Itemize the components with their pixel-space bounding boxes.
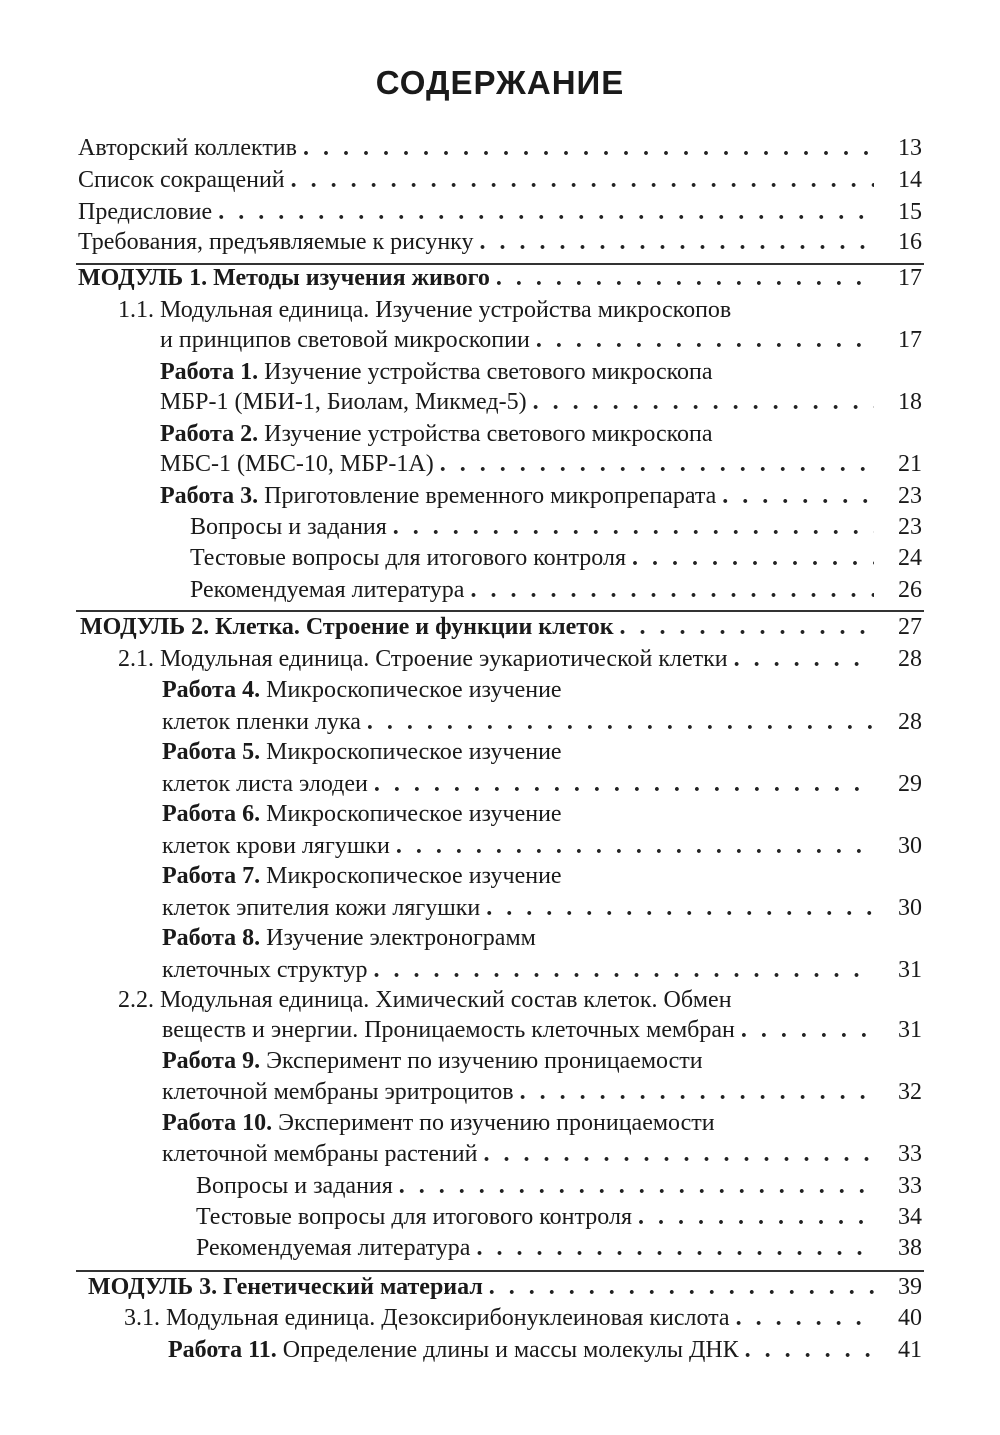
toc-entry[interactable] — [168, 1334, 922, 1366]
work-label: Работа 4. — [162, 677, 261, 703]
toc-page-number: 24 — [898, 545, 922, 571]
toc-entry[interactable] — [162, 954, 922, 986]
toc-entry-text: 1.1. Модульная единица. Изучение устройства микроскопов — [118, 297, 732, 323]
toc-entry-text: клеток листа элодеи — [162, 771, 368, 797]
toc-page-number: 34 — [898, 1204, 922, 1230]
toc-entry-text: Предисловие — [78, 199, 213, 225]
toc-page-number: 28 — [898, 709, 922, 735]
toc-module-entry[interactable] — [78, 262, 922, 294]
work-title: Микроскопическое изучение — [266, 801, 562, 827]
toc-page-number: 15 — [898, 199, 922, 225]
work-label: Работа 3. — [160, 483, 259, 509]
toc-page-number: 26 — [898, 577, 922, 603]
leader-dots — [367, 706, 874, 738]
toc-page-number: 29 — [898, 771, 922, 797]
work-title: Эксперимент по изучению проницаемости — [278, 1110, 715, 1136]
toc-entry-text: МОДУЛЬ 1. Методы изучения живого — [78, 265, 490, 291]
toc-entry[interactable] — [162, 674, 922, 706]
toc-page-number: 31 — [898, 957, 922, 983]
work-label: Работа 7. — [162, 863, 261, 889]
toc-entry[interactable] — [162, 1138, 922, 1170]
toc-entry-text — [160, 418, 713, 450]
leader-dots — [374, 954, 874, 986]
toc-entry[interactable] — [196, 1170, 922, 1202]
toc-entry[interactable] — [162, 1076, 922, 1108]
toc-page-number: 23 — [898, 483, 922, 509]
leader-dots — [620, 611, 874, 643]
toc-entry-text — [162, 736, 562, 768]
toc-entry-text: 2.2. Модульная единица. Химический состав клеток. Обмен — [118, 987, 732, 1013]
work-label: Работа 2. — [160, 421, 259, 447]
toc-page-number: 14 — [898, 167, 922, 193]
work-label: Работа 5. — [162, 739, 261, 765]
work-label: Работа 6. — [162, 801, 261, 827]
page-title: СОДЕРЖАНИЕ — [375, 64, 625, 101]
leader-dots — [734, 643, 874, 675]
leader-dots — [533, 386, 874, 418]
toc-entry-text: МОДУЛЬ 3. Генетический материал — [88, 1274, 483, 1300]
toc-entry-text: Требования, предъявляемые к рисунку — [78, 229, 474, 255]
work-label: Работа 11. — [168, 1337, 277, 1363]
leader-dots — [374, 768, 874, 800]
toc-page-number: 41 — [898, 1337, 922, 1363]
toc-entry-text: Вопросы и задания — [190, 514, 387, 540]
toc-entry[interactable] — [160, 324, 922, 356]
toc-entry-text: веществ и энергии. Проницаемость клеточных мембран — [162, 1017, 735, 1043]
work-title: Микроскопическое изучение — [266, 863, 562, 889]
toc-entry[interactable] — [78, 196, 922, 228]
toc-page-number: 21 — [898, 451, 922, 477]
toc-entry-text — [168, 1334, 739, 1366]
toc-entry[interactable] — [160, 448, 922, 480]
toc-entry[interactable] — [190, 574, 922, 606]
toc-entry[interactable] — [196, 1201, 922, 1233]
toc-entry-text: Список сокращений — [78, 167, 285, 193]
toc-entry[interactable] — [162, 1107, 922, 1139]
leader-dots — [399, 1170, 874, 1202]
work-title: Приготовление временного микропрепарата — [264, 483, 717, 509]
toc-entry-text: Авторский коллектив — [78, 135, 297, 161]
toc-page-number: 13 — [898, 135, 922, 161]
toc-entry[interactable] — [118, 643, 922, 675]
leader-dots — [745, 1334, 874, 1366]
toc-entry[interactable] — [196, 1232, 922, 1264]
toc-entry[interactable] — [124, 1302, 922, 1334]
toc-entry-text — [162, 674, 562, 706]
leader-dots — [291, 164, 874, 196]
toc-page-number: 32 — [898, 1079, 922, 1105]
toc-entry-text: 2.1. Модульная единица. Строение эукариотической клетки — [118, 646, 728, 672]
work-label: Работа 1. — [160, 359, 259, 385]
toc-entry[interactable] — [160, 356, 922, 388]
leader-dots — [476, 1232, 874, 1264]
leader-dots — [489, 1271, 874, 1303]
toc-entry[interactable] — [162, 706, 922, 738]
leader-dots — [218, 196, 874, 228]
toc-entry[interactable] — [162, 768, 922, 800]
toc-entry-text: Тестовые вопросы для итогового контроля — [196, 1204, 632, 1230]
toc-entry[interactable] — [78, 132, 922, 164]
toc-page-number: 28 — [898, 646, 922, 672]
toc-entry-text — [162, 860, 562, 892]
work-title: Определение длины и массы молекулы ДНК — [282, 1337, 739, 1363]
toc-entry-text — [162, 798, 562, 830]
toc-page-number: 23 — [898, 514, 922, 540]
toc-entry-text: Тестовые вопросы для итогового контроля — [190, 545, 626, 571]
work-title: Изучение устройства светового микроскопа — [264, 421, 713, 447]
work-title: Микроскопическое изучение — [266, 677, 562, 703]
toc-entry[interactable] — [162, 830, 922, 862]
leader-dots — [736, 1302, 874, 1334]
toc-entry[interactable] — [190, 511, 922, 543]
toc-entry[interactable] — [190, 542, 922, 574]
toc-entry-text: клеточной мембраны растений — [162, 1141, 478, 1167]
toc-module-entry[interactable] — [88, 1271, 922, 1303]
toc-entry-text: и принципов световой микроскопии — [160, 327, 530, 353]
toc-entry-text: клеточной мембраны эритроцитов — [162, 1079, 514, 1105]
toc-entry-text: Рекомендуемая литература — [196, 1235, 471, 1261]
leader-dots — [303, 132, 874, 164]
leader-dots — [632, 542, 874, 574]
toc-entry-text: клеток эпителия кожи лягушки — [162, 895, 481, 921]
toc-module-entry[interactable] — [80, 611, 922, 643]
toc-entry[interactable] — [162, 1014, 922, 1046]
toc-entry-text: МОДУЛЬ 2. Клетка. Строение и функции клеток — [80, 614, 614, 640]
toc-page-number: 33 — [898, 1173, 922, 1199]
work-label: Работа 9. — [162, 1048, 261, 1074]
toc-entry[interactable] — [160, 386, 922, 418]
toc-page-number: 16 — [898, 229, 922, 255]
leader-dots — [520, 1076, 874, 1108]
leader-dots — [470, 574, 874, 606]
toc-entry[interactable] — [162, 922, 922, 954]
toc-entry-text: Рекомендуемая литература — [190, 577, 465, 603]
work-title: Эксперимент по изучению проницаемости — [266, 1048, 703, 1074]
toc-entry[interactable] — [160, 480, 922, 512]
toc-page-number: 31 — [898, 1017, 922, 1043]
toc-entry[interactable] — [118, 294, 922, 326]
toc-entry[interactable] — [162, 892, 922, 924]
toc-page-number: 39 — [898, 1274, 922, 1300]
toc-page-number: 27 — [898, 614, 922, 640]
toc-page-number: 18 — [898, 389, 922, 415]
toc-page-number: 17 — [898, 265, 922, 291]
leader-dots — [480, 226, 875, 258]
toc-entry-text: клеток крови лягушки — [162, 833, 390, 859]
toc-entry-text — [162, 1045, 703, 1077]
toc-entry-text — [160, 480, 716, 512]
toc-entry-text — [162, 922, 536, 954]
toc-entry[interactable] — [78, 226, 922, 258]
toc-page-number: 38 — [898, 1235, 922, 1261]
leader-dots — [440, 448, 874, 480]
toc-entry-text: клеточных структур — [162, 957, 368, 983]
toc-page-number: 33 — [898, 1141, 922, 1167]
leader-dots — [396, 830, 874, 862]
leader-dots — [483, 1138, 874, 1170]
toc-entry-text: МБР-1 (МБИ-1, Биолам, Микмед-5) — [160, 389, 527, 415]
toc-page-number: 30 — [898, 895, 922, 921]
toc-entry[interactable] — [162, 860, 922, 892]
leader-dots — [496, 262, 874, 294]
leader-dots — [638, 1201, 874, 1233]
toc-entry[interactable] — [78, 164, 922, 196]
work-label: Работа 8. — [162, 925, 261, 951]
work-label: Работа 10. — [162, 1110, 273, 1136]
toc-entry[interactable] — [162, 736, 922, 768]
toc-entry[interactable] — [118, 984, 922, 1016]
toc-entry[interactable] — [162, 1045, 922, 1077]
toc-page-number: 30 — [898, 833, 922, 859]
toc-entry-text — [162, 1107, 715, 1139]
toc-entry[interactable] — [160, 418, 922, 450]
toc-entry-text: клеток пленки лука — [162, 709, 361, 735]
toc-entry-text: МБС-1 (МБС-10, МБР-1А) — [160, 451, 434, 477]
leader-dots — [741, 1014, 874, 1046]
leader-dots — [486, 892, 874, 924]
toc-entry-text: Вопросы и задания — [196, 1173, 393, 1199]
toc-page-number: 40 — [898, 1305, 922, 1331]
toc-page-number: 17 — [898, 327, 922, 353]
leader-dots — [536, 324, 874, 356]
work-title: Изучение электронограмм — [266, 925, 536, 951]
work-title: Микроскопическое изучение — [266, 739, 562, 765]
leader-dots — [722, 480, 874, 512]
toc-entry[interactable] — [162, 798, 922, 830]
toc-entry-text: 3.1. Модульная единица. Дезоксирибонуклеиновая кислота — [124, 1305, 730, 1331]
toc-entry-text — [160, 356, 713, 388]
leader-dots — [393, 511, 874, 543]
work-title: Изучение устройства светового микроскопа — [264, 359, 713, 385]
